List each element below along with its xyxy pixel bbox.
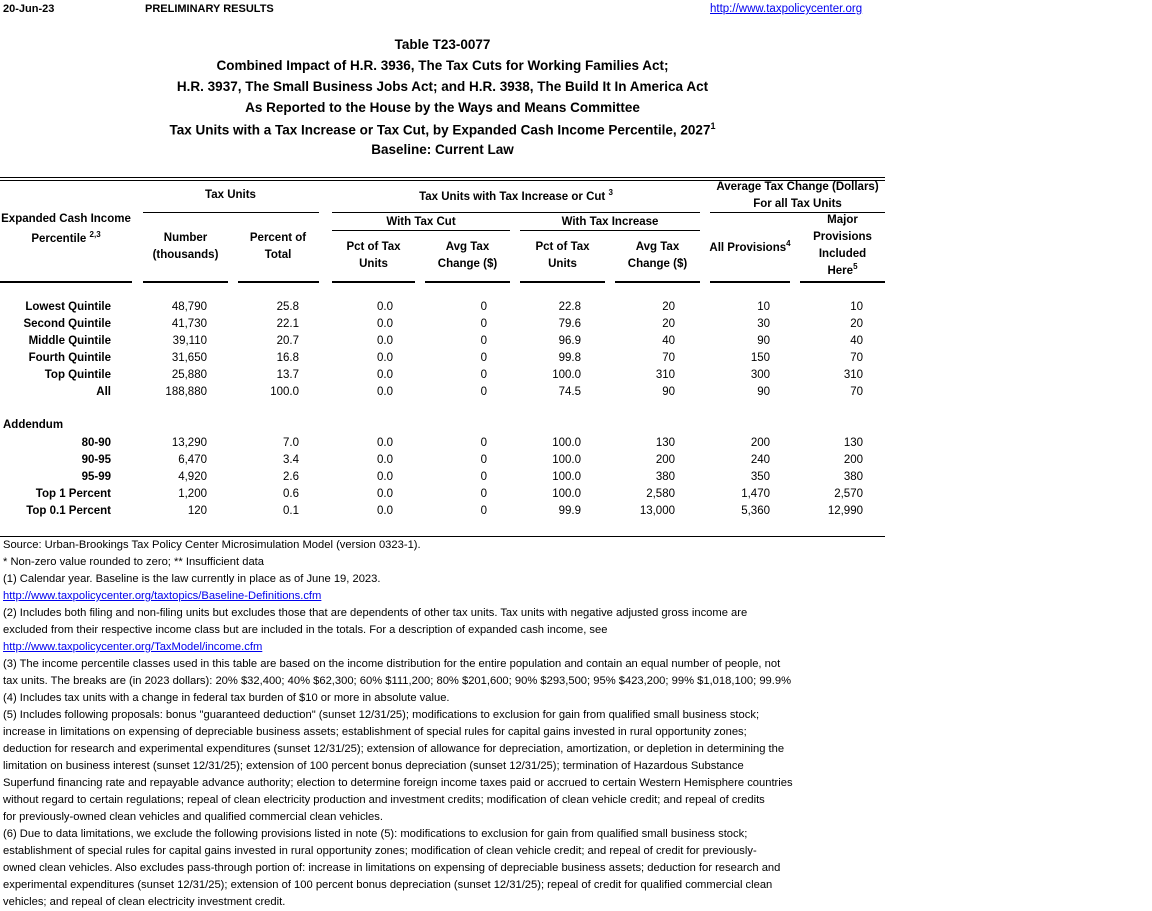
cut-pct-cell: 0.0 — [377, 488, 393, 500]
cut-pct-cell: 0.0 — [377, 369, 393, 381]
inc-avg-cell: 70 — [662, 352, 675, 364]
header-all-provisions — [706, 240, 794, 257]
all-provisions-cell: 90 — [757, 386, 770, 398]
all-provisions-cell: 150 — [750, 352, 770, 364]
all-provisions-cell: 350 — [750, 471, 770, 483]
inc-avg-cell: 40 — [662, 335, 675, 347]
cut-avg-cell: 0 — [480, 505, 487, 517]
row-label: 95-99 — [81, 471, 111, 483]
header-cut-avg — [425, 239, 510, 273]
row-label: Lowest Quintile — [25, 301, 111, 313]
cut-avg-cell: 0 — [480, 471, 487, 483]
header-cut-pct-2: Units — [359, 258, 388, 270]
cut-pct-cell: 0.0 — [377, 386, 393, 398]
pct-total-cell: 2.6 — [283, 471, 299, 483]
footnote-ref: 1 — [710, 121, 716, 131]
col-rule-major — [800, 281, 885, 283]
header-inc-avg — [615, 239, 700, 273]
title-line-4-text: Tax Units with a Tax Increase or Tax Cut, by Expanded Cash Income Percentile, 2027 — [169, 122, 711, 138]
footnote-ref: 3 — [608, 188, 613, 198]
major-provisions-cell: 20 — [850, 318, 863, 330]
all-provisions-cell: 5,360 — [741, 505, 770, 517]
header-with-tax-increase: With Tax Increase — [561, 216, 659, 228]
header-with-tax-cut: With Tax Cut — [386, 216, 456, 228]
inc-pct-cell: 74.5 — [558, 386, 581, 398]
pct-total-cell: 7.0 — [283, 437, 299, 449]
header-number-1: Number — [163, 232, 208, 244]
footnote-line: limitation on business interest (sunset 12/31/25); extension of 100 percent bonus depreciation (sunset 12/31/25); termination of Hazardous Substance — [3, 760, 744, 772]
header-inc-avg-1: Avg Tax — [635, 241, 680, 253]
inc-avg-cell: 310 — [655, 369, 675, 381]
footnote-line: increase in limitations on expensing of depreciable business assets; establishment of special rules for capital gains invested in rural opportunity zones; — [3, 726, 747, 738]
number-cell: 1,200 — [178, 488, 207, 500]
title-line-1: Combined Impact of H.R. 3936, The Tax Cuts for Working Families Act; — [216, 58, 669, 73]
cut-avg-cell: 0 — [480, 352, 487, 364]
table-top-rule — [0, 177, 885, 178]
all-provisions-cell: 300 — [750, 369, 770, 381]
inc-pct-cell: 79.6 — [558, 318, 581, 330]
site-link[interactable]: http://www.taxpolicycenter.org — [710, 3, 863, 15]
pct-total-cell: 100.0 — [270, 386, 299, 398]
header-cut-avg-1: Avg Tax — [445, 241, 490, 253]
inc-avg-cell: 2,580 — [646, 488, 675, 500]
table-row — [0, 452, 885, 469]
header-inc-avg-2: Change ($) — [627, 258, 688, 270]
footnote-line: for previously-owned clean vehicles and qualified commercial clean vehicles. — [3, 811, 383, 823]
inc-avg-cell: 130 — [655, 437, 675, 449]
table-row — [0, 316, 885, 333]
footnote-ref: 5 — [853, 262, 858, 272]
number-cell: 48,790 — [171, 301, 207, 313]
number-cell: 188,880 — [165, 386, 207, 398]
table-id: Table T23-0077 — [394, 37, 491, 52]
col-rule-label — [0, 281, 132, 283]
header-increase-or-cut-text: Tax Units with Tax Increase or Cut — [419, 191, 606, 203]
status-label: PRELIMINARY RESULTS — [145, 3, 274, 15]
title-line-4 — [0, 121, 885, 138]
inc-pct-cell: 22.8 — [558, 301, 581, 313]
header-pct-total-1: Percent of — [249, 232, 307, 244]
major-provisions-cell: 2,570 — [834, 488, 863, 500]
major-provisions-cell: 310 — [843, 369, 863, 381]
footnote-line: deduction for research and experimental expenditures (sunset 12/31/25); extension of allowance for depreciation, amortization, or depletion in determining the — [3, 743, 785, 755]
header-row-label-2 — [0, 231, 132, 248]
pct-total-cell: 16.8 — [276, 352, 299, 364]
title-line-3: As Reported to the House by the Ways and Means Committee — [245, 100, 640, 115]
major-provisions-cell: 10 — [850, 301, 863, 313]
title-line-2: H.R. 3937, The Small Business Jobs Act; and H.R. 3938, The Build It In America Act — [176, 79, 709, 94]
number-cell: 31,650 — [171, 352, 207, 364]
number-cell: 39,110 — [172, 335, 207, 347]
inc-pct-cell: 100.0 — [552, 437, 581, 449]
number-cell: 6,470 — [178, 454, 207, 466]
table-row — [0, 503, 885, 520]
pct-total-cell: 0.6 — [283, 488, 299, 500]
footnote-line: experimental expenditures (sunset 12/31/25); extension of 100 percent bonus depreciation (sunset 12/31/25); repeal of credit for qualified commercial clean — [3, 879, 773, 891]
header-number — [143, 230, 228, 264]
footnote-link[interactable]: http://www.taxpolicycenter.org/TaxModel/income.cfm — [3, 641, 263, 653]
footnote-line: (1) Calendar year. Baseline is the law currently in place as of June 19, 2023. — [3, 573, 381, 585]
header-increase-or-cut — [332, 189, 700, 206]
footnote-line: (3) The income percentile classes used in this table are based on the income distribution for the entire population and contain an equal number of people, not — [3, 658, 781, 670]
inc-pct-cell: 99.9 — [558, 505, 581, 517]
all-provisions-cell: 200 — [750, 437, 770, 449]
header-cut-pct-1: Pct of Tax — [346, 241, 401, 253]
cut-avg-cell: 0 — [480, 488, 487, 500]
header-row-label-2-text: Percentile — [31, 233, 87, 245]
header-inc-pct — [520, 239, 605, 273]
cut-avg-cell: 0 — [480, 369, 487, 381]
row-label: Top 1 Percent — [35, 488, 111, 500]
table-row — [0, 299, 885, 316]
header-tax-units: Tax Units — [205, 189, 256, 201]
cut-pct-cell: 0.0 — [377, 318, 393, 330]
footnote-link[interactable]: http://www.taxpolicycenter.org/taxtopics/Baseline-Definitions.cfm — [3, 590, 322, 602]
row-label: Top 0.1 Percent — [26, 505, 111, 517]
major-provisions-cell: 200 — [843, 454, 863, 466]
cut-pct-cell: 0.0 — [377, 352, 393, 364]
major-provisions-cell: 70 — [850, 352, 863, 364]
number-cell: 120 — [187, 505, 207, 517]
inc-avg-cell: 20 — [662, 318, 675, 330]
pct-total-cell: 3.4 — [283, 454, 299, 466]
header-major-4 — [800, 263, 885, 280]
all-provisions-cell: 240 — [750, 454, 770, 466]
table-row — [0, 350, 885, 367]
header-number-2: (thousands) — [152, 249, 219, 261]
inc-pct-cell: 100.0 — [552, 471, 581, 483]
header-major-2: Provisions — [813, 231, 872, 243]
table-row — [0, 384, 885, 401]
inc-avg-cell: 380 — [655, 471, 675, 483]
col-rule-number — [143, 281, 228, 283]
inc-avg-cell: 20 — [662, 301, 675, 313]
cut-pct-cell: 0.0 — [377, 437, 393, 449]
cut-avg-cell: 0 — [480, 301, 487, 313]
footnote-line: Superfund financing rate and repayable advance authority; election to determine foreign income taxes paid or accrued to certain Western Hemisphere countries — [3, 777, 793, 789]
table-row — [0, 486, 885, 503]
all-provisions-cell: 90 — [757, 335, 770, 347]
pct-total-cell: 22.1 — [276, 318, 299, 330]
table-row — [0, 435, 885, 452]
footnote-line: (2) Includes both filing and non-filing units but excludes those that are dependents of other tax units. Tax units with negative adjusted gross income are — [3, 607, 748, 619]
number-cell: 13,290 — [171, 437, 207, 449]
inc-pct-cell: 100.0 — [552, 488, 581, 500]
col-rule-all-prov — [710, 281, 790, 283]
footnote-ref: 2,3 — [89, 230, 101, 240]
inc-avg-cell: 200 — [655, 454, 675, 466]
number-cell: 41,730 — [171, 318, 207, 330]
row-label: Fourth Quintile — [28, 352, 111, 364]
major-provisions-cell: 380 — [843, 471, 863, 483]
rule-with-increase — [520, 230, 700, 231]
row-label: Second Quintile — [23, 318, 111, 330]
cut-pct-cell: 0.0 — [377, 335, 393, 347]
inc-pct-cell: 100.0 — [552, 369, 581, 381]
col-rule-inc-avg — [615, 281, 700, 283]
row-label: Top Quintile — [44, 369, 111, 381]
header-inc-pct-1: Pct of Tax — [535, 241, 590, 253]
table-row — [0, 367, 885, 384]
row-label: All — [96, 386, 111, 398]
header-cut-avg-2: Change ($) — [437, 258, 498, 270]
title-baseline: Baseline: Current Law — [371, 142, 514, 157]
row-label: Middle Quintile — [28, 335, 111, 347]
footnote-line: without regard to certain regulations; repeal of clean electricity production and investment credits; modification of clean vehicle credit; and repeal of credits — [3, 794, 765, 806]
header-major-1: Major — [827, 214, 858, 226]
pct-total-cell: 20.7 — [276, 335, 299, 347]
footnote-line: Source: Urban-Brookings Tax Policy Center Microsimulation Model (version 0323-1). — [3, 539, 421, 551]
col-rule-cut-pct — [332, 281, 415, 283]
major-provisions-cell: 12,990 — [827, 505, 863, 517]
rule-with-cut — [332, 230, 510, 231]
major-provisions-cell: 40 — [850, 335, 863, 347]
cut-pct-cell: 0.0 — [377, 301, 393, 313]
cut-pct-cell: 0.0 — [377, 471, 393, 483]
all-provisions-cell: 30 — [757, 318, 770, 330]
col-rule-cut-avg — [425, 281, 510, 283]
footnote-line: * Non-zero value rounded to zero; ** Insufficient data — [3, 556, 264, 568]
col-rule-pct-total — [238, 281, 319, 283]
addendum-label: Addendum — [3, 419, 64, 431]
all-provisions-cell: 10 — [757, 301, 770, 313]
inc-avg-cell: 13,000 — [639, 505, 675, 517]
all-provisions-cell: 1,470 — [741, 488, 770, 500]
header-row-label-1: Expanded Cash Income — [1, 213, 131, 225]
major-provisions-cell: 130 — [843, 437, 863, 449]
footnote-ref: 4 — [786, 239, 791, 249]
footnote-line: excluded from their respective income class but are included in the totals. For a description of expanded cash income, see — [3, 624, 608, 636]
header-pct-total-2: Total — [264, 249, 292, 261]
row-label: 80-90 — [81, 437, 111, 449]
footnote-line: vehicles; and repeal of clean electricity investment credit. — [3, 896, 286, 908]
header-major-provisions — [800, 212, 885, 280]
number-cell: 4,920 — [178, 471, 207, 483]
inc-pct-cell: 99.8 — [558, 352, 581, 364]
cut-avg-cell: 0 — [480, 454, 487, 466]
cut-avg-cell: 0 — [480, 386, 487, 398]
footnote-line: (6) Due to data limitations, we exclude the following provisions listed in note (5): modifications to exclusion for gain from qualified small business stock; — [3, 828, 748, 840]
inc-pct-cell: 96.9 — [558, 335, 581, 347]
footnote-line: owned clean vehicles. Also excludes pass-through portion of: increase in limitations on expensing of depreciable business assets; deduction for research and — [3, 862, 781, 874]
rule-increase-cut — [332, 212, 700, 213]
footnote-line: establishment of special rules for capital gains invested in rural opportunity zones; modification of clean vehicle credit; and repeal of credit for previously- — [3, 845, 757, 857]
header-cut-pct — [332, 239, 415, 273]
header-major-3: Included — [818, 248, 867, 260]
pct-total-cell: 0.1 — [283, 505, 299, 517]
footnote-line: (4) Includes tax units with a change in federal tax burden of $10 or more in absolute value. — [3, 692, 450, 704]
header-pct-total — [238, 230, 318, 264]
cut-avg-cell: 0 — [480, 437, 487, 449]
footnote-line: tax units. The breaks are (in 2023 dollars): 20% $32,400; 40% $62,300; 60% $111,200; 80% $201,600; 90% $293,500; 95% $423,200; 99% $1,018,100; 99.9% — [3, 675, 792, 687]
pct-total-cell: 13.7 — [276, 369, 299, 381]
col-rule-inc-pct — [520, 281, 605, 283]
major-provisions-cell: 70 — [850, 386, 863, 398]
inc-pct-cell: 100.0 — [552, 454, 581, 466]
footnote-line: (5) Includes following proposals: bonus "guaranteed deduction" (sunset 12/31/25); modifications to exclusion for gain from qualified small business stock; — [3, 709, 760, 721]
rule-tax-units — [143, 212, 319, 213]
cut-avg-cell: 0 — [480, 335, 487, 347]
header-all-provisions-text: All Provisions — [709, 242, 787, 254]
row-label: 90-95 — [81, 454, 111, 466]
cut-pct-cell: 0.0 — [377, 454, 393, 466]
table-row — [0, 469, 885, 486]
table-row — [0, 333, 885, 350]
cut-pct-cell: 0.0 — [377, 505, 393, 517]
inc-avg-cell: 90 — [662, 386, 675, 398]
report-date: 20-Jun-23 — [3, 3, 55, 15]
header-avg-change-2: For all Tax Units — [753, 198, 842, 210]
number-cell: 25,880 — [171, 369, 207, 381]
header-major-4-text: Here — [827, 265, 854, 277]
header-avg-change-1: Average Tax Change (Dollars) — [716, 181, 879, 193]
cut-avg-cell: 0 — [480, 318, 487, 330]
header-inc-pct-2: Units — [548, 258, 577, 270]
pct-total-cell: 25.8 — [276, 301, 299, 313]
